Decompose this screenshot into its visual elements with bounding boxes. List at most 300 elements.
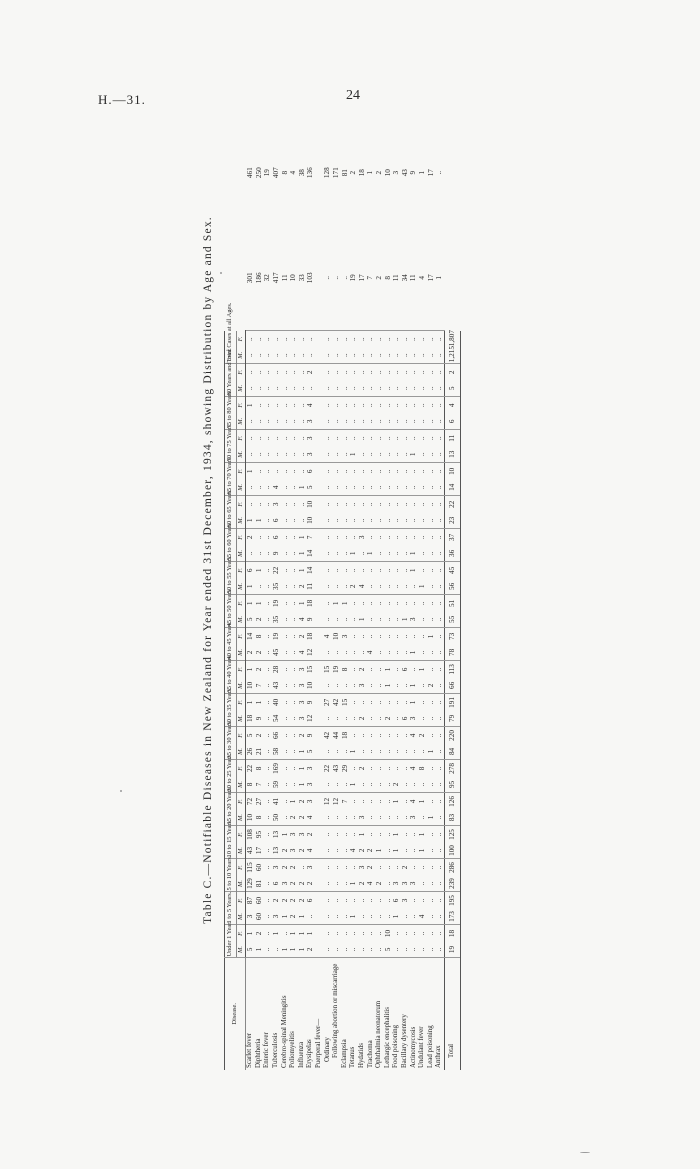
- table-cell: 34: [401, 225, 410, 330]
- table-cell: 1: [254, 601, 263, 606]
- table-cell: ..: [263, 898, 272, 903]
- table-cell: 1: [418, 832, 426, 837]
- table-cell: ..: [418, 403, 426, 408]
- table-cell: ..: [358, 942, 367, 959]
- table-cell: ..: [366, 436, 375, 441]
- female-column-header: F.: [236, 595, 246, 612]
- table-cell: ..: [392, 568, 401, 573]
- age-group-header: 70 to 75 Years.: [225, 430, 237, 463]
- table-cell: 1: [280, 832, 289, 837]
- table-cell: ..: [280, 733, 289, 738]
- age-group-header: 5 to 10 Years.: [225, 859, 237, 892]
- table-cell: 1: [418, 578, 427, 595]
- table-cell: ..: [254, 337, 263, 342]
- table-cell: ..: [289, 446, 298, 463]
- table-cell: 9: [272, 545, 281, 562]
- female-column-header: F.: [236, 661, 246, 678]
- table-cell: ..: [384, 545, 393, 562]
- table-cell: ..: [384, 743, 393, 760]
- table-cell: 1: [298, 909, 307, 926]
- table-cell: ..: [280, 931, 289, 936]
- disease-name: Hydatids: [358, 958, 367, 1070]
- table-cell: 2: [281, 842, 290, 859]
- table-cell: ..: [375, 799, 384, 804]
- paper-speck: [580, 1152, 590, 1153]
- table-cell: ..: [341, 446, 350, 463]
- table-cell: ..: [409, 601, 418, 606]
- disease-name: Poliomyelitis: [289, 958, 298, 1070]
- table-cell: 6: [271, 535, 280, 540]
- table-cell: 4: [323, 634, 332, 639]
- table-cell: ..: [246, 502, 255, 507]
- table-cell: 8: [246, 776, 255, 793]
- total-cell: 73: [445, 628, 461, 645]
- paper-speck: [120, 790, 122, 792]
- table-cell: ..: [426, 799, 435, 804]
- table-cell: ..: [289, 469, 298, 474]
- table-cell: ..: [427, 512, 436, 529]
- table-cell: ..: [324, 380, 333, 397]
- table-cell: ..: [332, 942, 341, 959]
- table-cell: ..: [409, 634, 418, 639]
- total-cell: 6: [445, 413, 461, 430]
- table-cell: ..: [409, 502, 418, 507]
- table-cell: ..: [349, 568, 358, 573]
- table-cell: 1: [289, 942, 298, 959]
- table-row: [332, 120, 341, 1070]
- table-cell: ..: [289, 479, 298, 496]
- table-cell: 6: [306, 469, 315, 474]
- table-cell: 2: [375, 225, 384, 330]
- table-cell: ..: [264, 644, 273, 661]
- table-cell: ..: [340, 337, 349, 342]
- table-cell: ..: [264, 380, 273, 397]
- total-cell: 13: [445, 446, 461, 463]
- table-cell: ..: [375, 931, 384, 936]
- age-group-header: Total Cases at all Ages.: [225, 331, 237, 364]
- table-cell: 3: [272, 909, 281, 926]
- table-cell: 10: [246, 809, 255, 826]
- table-cell: ..: [409, 403, 418, 408]
- table-row: [315, 120, 324, 1070]
- table-cell: ..: [349, 436, 358, 441]
- table-cell: ..: [271, 436, 280, 441]
- table-cell: 9: [409, 170, 418, 175]
- table-cell: 4: [298, 644, 307, 661]
- table-cell: ..: [435, 634, 444, 639]
- table-cell: 2: [358, 710, 367, 727]
- table-cell: 3: [298, 710, 307, 727]
- table-cell: ..: [332, 931, 341, 936]
- table-cell: ..: [332, 743, 341, 760]
- table-cell: ..: [323, 469, 332, 474]
- table-cell: ..: [427, 479, 436, 496]
- table-cell: 43: [272, 677, 281, 694]
- table-cell: ..: [367, 479, 376, 496]
- table-cell: ..: [383, 634, 392, 639]
- table-cell: ..: [418, 502, 426, 507]
- table-cell: ..: [281, 413, 290, 430]
- table-cell: ..: [427, 942, 436, 959]
- table-cell: ..: [435, 568, 444, 573]
- table-cell: ..: [340, 535, 349, 540]
- table-cell: 6: [272, 876, 281, 893]
- table-cell: 1: [281, 909, 290, 926]
- age-group-header: Under 1 Year.: [225, 925, 237, 958]
- table-cell: 1: [410, 677, 419, 694]
- male-column-header: M.: [236, 842, 246, 859]
- table-cell: ..: [384, 876, 393, 893]
- table-cell: ..: [281, 545, 290, 562]
- table-cell: 3: [307, 446, 316, 463]
- table-cell: 8: [254, 634, 263, 639]
- table-cell: ..: [401, 413, 410, 430]
- table-cell: 108: [246, 829, 255, 840]
- table-cell: ..: [375, 502, 384, 507]
- table-cell: ..: [341, 380, 350, 397]
- table-cell: 8: [384, 225, 393, 330]
- table-cell: ..: [436, 776, 445, 793]
- table-cell: ..: [324, 909, 333, 926]
- total-cell: 83: [445, 809, 461, 826]
- table-cell: ..: [367, 413, 376, 430]
- table-cell: ..: [281, 611, 290, 628]
- table-cell: 18: [306, 599, 315, 607]
- table-cell: ..: [418, 446, 427, 463]
- table-cell: ..: [401, 446, 410, 463]
- age-group-header: 10 to 15 Years.: [225, 826, 237, 859]
- table-row: [427, 120, 436, 1070]
- table-cell: 17: [358, 225, 367, 330]
- table-cell: ..: [280, 535, 289, 540]
- table-cell: 3: [410, 710, 419, 727]
- table-cell: ..: [289, 436, 298, 441]
- table-cell: ..: [324, 644, 333, 661]
- table-cell: ..: [436, 380, 445, 397]
- table-cell: 3: [246, 909, 255, 926]
- table-cell: ..: [375, 611, 384, 628]
- table-cell: ..: [392, 601, 401, 606]
- table-cell: 3: [307, 776, 316, 793]
- table-cell: 1: [401, 611, 410, 628]
- table-cell: ..: [340, 898, 349, 903]
- table-cell: 7: [367, 225, 376, 330]
- table-cell: ..: [366, 469, 375, 474]
- table-cell: 4: [307, 842, 316, 859]
- table-cell: ..: [357, 601, 366, 606]
- table-cell: ..: [427, 545, 436, 562]
- table-cell: ..: [254, 370, 263, 375]
- table-cell: 2: [246, 535, 255, 540]
- table-cell: ..: [436, 578, 445, 595]
- age-group-header: 50 to 55 Years.: [225, 562, 237, 595]
- table-cell: ..: [341, 743, 350, 760]
- total-cell: 286: [445, 859, 461, 876]
- table-cell: ..: [367, 611, 376, 628]
- table-cell: 44: [332, 731, 341, 740]
- table-cell: ..: [435, 170, 444, 175]
- table-cell: ..: [341, 413, 350, 430]
- table-cell: ..: [341, 644, 350, 661]
- table-cell: ..: [418, 644, 427, 661]
- table-cell: ..: [332, 446, 341, 463]
- rotated-table-block: [202, 110, 492, 1070]
- table-cell: ..: [357, 469, 366, 474]
- table-cell: ..: [281, 512, 290, 529]
- table-cell: ..: [436, 942, 445, 959]
- table-cell: 10: [306, 500, 315, 508]
- table-cell: ..: [366, 502, 375, 507]
- table-cell: ..: [246, 370, 255, 375]
- disease-name: Trachoma: [367, 958, 376, 1070]
- table-cell: ..: [323, 337, 332, 342]
- female-column-header: F.: [236, 397, 246, 414]
- table-cell: ..: [418, 601, 426, 606]
- table-cell: ..: [401, 743, 410, 760]
- table-cell: 22: [323, 764, 332, 773]
- table-cell: ..: [289, 634, 298, 639]
- table-cell: ..: [393, 644, 402, 661]
- table-cell: 4: [409, 766, 418, 771]
- table-cell: ..: [392, 337, 401, 342]
- table-row: [375, 120, 384, 1070]
- table-cell: ..: [246, 337, 255, 342]
- table-cell: ..: [357, 898, 366, 903]
- table-cell: ..: [281, 479, 290, 496]
- table-cell: 14: [307, 545, 316, 562]
- male-column-header: M.: [236, 611, 246, 628]
- disease-name: Food poisoning: [393, 958, 402, 1070]
- table-cell: ..: [340, 931, 349, 936]
- table-cell: ..: [366, 601, 375, 606]
- table-cell: ..: [375, 644, 384, 661]
- table-cell: ..: [281, 809, 290, 826]
- table-cell: ..: [332, 502, 341, 507]
- male-column-header: M.: [236, 479, 246, 496]
- table-cell: ..: [427, 347, 436, 364]
- table-cell: 1: [383, 667, 392, 672]
- table-cell: ..: [418, 370, 426, 375]
- table-cell: 1: [297, 931, 306, 936]
- table-cell: ..: [289, 535, 298, 540]
- table-cell: 1: [350, 876, 359, 893]
- table-cell: ..: [375, 479, 384, 496]
- table-cell: ..: [427, 380, 436, 397]
- table-cell: 129: [246, 876, 255, 893]
- table-cell: 5: [384, 942, 393, 959]
- table-cell: ..: [298, 446, 307, 463]
- table-cell: 5: [246, 942, 255, 959]
- table-cell: 27: [323, 698, 332, 707]
- table-cell: 461: [245, 167, 254, 179]
- table-cell: ..: [409, 865, 418, 870]
- total-cell: 36: [445, 545, 461, 562]
- table-cell: ..: [349, 898, 358, 903]
- table-cell: 2: [349, 170, 358, 175]
- male-column-header: M.: [236, 413, 246, 430]
- table-cell: 1: [297, 535, 306, 540]
- table-cell: ..: [367, 710, 376, 727]
- total-cell: 1,215: [445, 347, 461, 364]
- table-cell: ..: [324, 446, 333, 463]
- total-cell: 11: [445, 430, 461, 447]
- total-cell: 195: [445, 892, 461, 909]
- table-row: [324, 120, 333, 1070]
- table-cell: ..: [323, 568, 332, 573]
- table-row: [384, 120, 393, 1070]
- table-cell: ..: [272, 413, 281, 430]
- table-cell: 3: [357, 865, 366, 870]
- table-cell: ..: [436, 446, 445, 463]
- total-cell: 18: [445, 925, 461, 942]
- table-cell: ..: [418, 545, 427, 562]
- table-cell: ..: [426, 865, 435, 870]
- total-row: [445, 120, 461, 1070]
- table-cell: ..: [280, 601, 289, 606]
- table-cell: ..: [350, 677, 359, 694]
- table-cell: ..: [332, 898, 341, 903]
- table-cell: 38: [297, 169, 306, 177]
- table-cell: ..: [435, 601, 444, 606]
- table-cell: ..: [272, 380, 281, 397]
- table-cell: ..: [264, 710, 273, 727]
- table-row: [307, 120, 316, 1070]
- table-cell: ..: [426, 568, 435, 573]
- table-cell: 8: [255, 809, 264, 826]
- table-row: [298, 120, 307, 1070]
- female-column-header: F.: [236, 859, 246, 876]
- table-cell: ..: [332, 809, 341, 826]
- table-cell: ..: [332, 479, 341, 496]
- table-cell: 1: [393, 842, 402, 859]
- table-cell: ..: [332, 535, 341, 540]
- age-group-header: 65 to 70 Years.: [225, 463, 237, 496]
- table-cell: ..: [435, 535, 444, 540]
- table-cell: ..: [255, 380, 264, 397]
- table-cell: ..: [280, 469, 289, 474]
- table-cell: ..: [375, 380, 384, 397]
- table-cell: 18: [306, 632, 315, 640]
- total-cell: 66: [445, 677, 461, 694]
- table-cell: ..: [289, 700, 298, 705]
- table-cell: ..: [409, 370, 418, 375]
- female-column-header: F.: [236, 331, 246, 348]
- table-cell: ..: [263, 502, 272, 507]
- table-cell: ..: [254, 469, 263, 474]
- table-cell: 35: [272, 578, 281, 595]
- table-cell: 3: [281, 876, 290, 893]
- table-cell: ..: [263, 832, 272, 837]
- table-cell: 43: [400, 169, 409, 177]
- table-cell: ..: [401, 809, 410, 826]
- table-cell: 4: [358, 578, 367, 595]
- total-cell: 278: [445, 760, 461, 777]
- table-cell: ..: [358, 743, 367, 760]
- table-cell: ..: [383, 535, 392, 540]
- table-cell: ..: [383, 898, 392, 903]
- table-cell: ..: [435, 403, 444, 408]
- table-cell: 2: [289, 909, 298, 926]
- table-cell: ..: [426, 337, 435, 342]
- table-cell: ..: [280, 403, 289, 408]
- table-cell: ..: [281, 644, 290, 661]
- table-cell: ..: [340, 832, 349, 837]
- table-cell: ..: [358, 479, 367, 496]
- disease-name: Tuberculosis: [272, 958, 281, 1070]
- table-cell: ..: [341, 578, 350, 595]
- table-cell: ..: [332, 347, 341, 364]
- table-cell: ..: [357, 700, 366, 705]
- table-cell: 2: [254, 931, 263, 936]
- table-cell: ..: [375, 413, 384, 430]
- table-cell: 1: [271, 931, 280, 936]
- table-cell: ..: [410, 743, 419, 760]
- table-cell: ..: [306, 337, 315, 342]
- table-cell: 1: [410, 644, 419, 661]
- table-cell: 45: [272, 644, 281, 661]
- table-cell: ..: [255, 479, 264, 496]
- table-cell: 43: [246, 842, 255, 859]
- table-cell: ..: [357, 634, 366, 639]
- table-cell: ..: [400, 469, 409, 474]
- table-cell: 11: [281, 225, 290, 330]
- table-cell: ..: [393, 512, 402, 529]
- table-cell: ..: [410, 380, 419, 397]
- table-row: [289, 120, 298, 1070]
- table-cell: 1: [427, 809, 436, 826]
- table-cell: ..: [340, 502, 349, 507]
- table-cell: ..: [367, 380, 376, 397]
- table-cell: ..: [323, 898, 332, 903]
- table-cell: ..: [307, 347, 316, 364]
- table-cell: ..: [418, 809, 427, 826]
- table-cell: ..: [401, 545, 410, 562]
- table-cell: 3: [340, 634, 349, 639]
- table-cell: ..: [375, 809, 384, 826]
- table-cell: ..: [297, 865, 306, 870]
- table-cell: 15: [340, 698, 349, 707]
- table-cell: ..: [358, 446, 367, 463]
- table-cell: 2: [289, 876, 298, 893]
- table-cell: ..: [307, 909, 316, 926]
- table-cell: ..: [324, 578, 333, 595]
- table-cell: ..: [323, 436, 332, 441]
- table-cell: ..: [401, 842, 410, 859]
- table-cell: 12: [307, 710, 316, 727]
- table-cell: 33: [298, 225, 307, 330]
- table-cell: ..: [384, 776, 393, 793]
- table-cell: ..: [350, 644, 359, 661]
- table-cell: ..: [350, 942, 359, 959]
- table-cell: ..: [324, 776, 333, 793]
- table-cell: ..: [324, 479, 333, 496]
- table-cell: ..: [341, 479, 350, 496]
- table-cell: ..: [280, 502, 289, 507]
- table-cell: 41: [271, 797, 280, 806]
- table-cell: ..: [418, 568, 426, 573]
- table-cell: 35: [272, 611, 281, 628]
- female-column-header: F.: [236, 562, 246, 579]
- table-cell: ..: [280, 700, 289, 705]
- table-cell: ..: [324, 611, 333, 628]
- table-cell: 3: [410, 876, 419, 893]
- table-row: [436, 120, 445, 1070]
- table-cell: ..: [367, 776, 376, 793]
- table-cell: 301: [246, 225, 255, 330]
- table-cell: ..: [324, 677, 333, 694]
- disease-name: Undulant fever: [418, 958, 427, 1070]
- table-cell: ..: [435, 931, 444, 936]
